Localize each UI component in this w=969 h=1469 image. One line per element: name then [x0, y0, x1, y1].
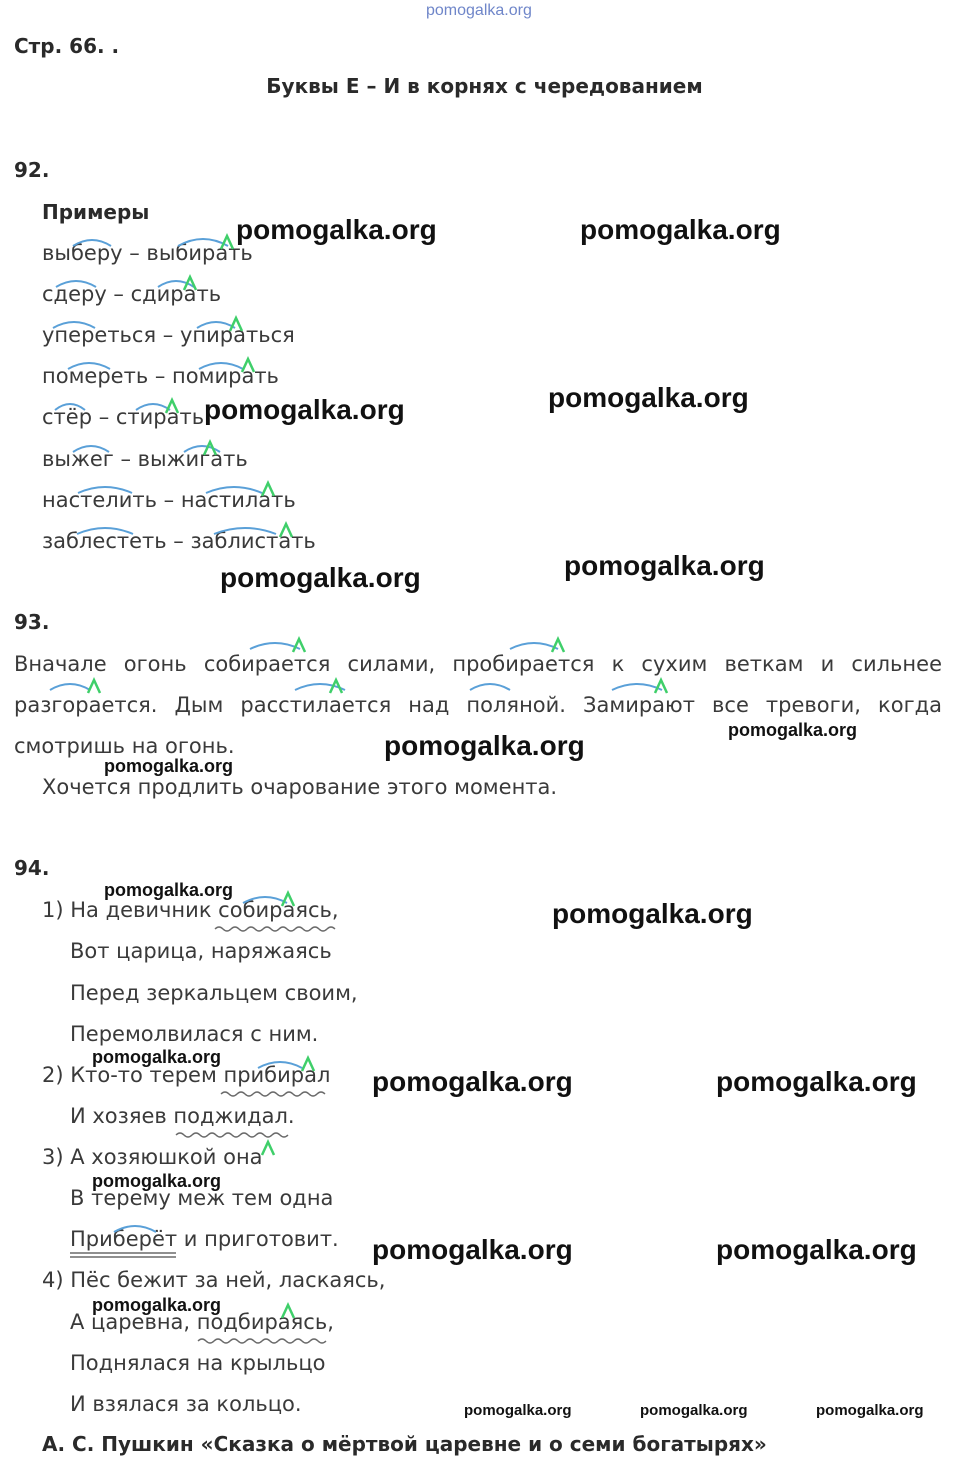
- poem-line: Перед зеркальцем своим,: [70, 981, 358, 1005]
- word-pair-line: стёр – стирать: [42, 405, 205, 429]
- watermark: pomogalka.org: [92, 1171, 222, 1191]
- watermark: pomogalka.org: [464, 1402, 572, 1419]
- exercise-93-number: 93.: [14, 610, 50, 634]
- watermark: pomogalka.org: [372, 1234, 573, 1265]
- word-pair-line: заблестеть – заблистать: [42, 529, 316, 553]
- watermark: pomogalka.org: [716, 1066, 917, 1097]
- poem-line: Перемолвилася с ним.: [70, 1022, 319, 1046]
- poem-line: 1) На девичник собираясь,: [42, 898, 339, 922]
- poem-line: 2) Кто-то терем прибирал: [42, 1063, 331, 1087]
- watermark: pomogalka.org: [204, 394, 405, 425]
- poem-line: 3) А хозяюшкой она: [42, 1145, 263, 1169]
- examples-heading: Примеры: [42, 200, 150, 224]
- top-watermark: pomogalka.org: [426, 2, 532, 19]
- watermark: pomogalka.org: [384, 730, 585, 761]
- watermark: pomogalka.org: [564, 550, 765, 581]
- watermark: pomogalka.org: [728, 720, 858, 740]
- word-pair-line: выберу – выбирать: [42, 241, 253, 265]
- poem-line: 4) Пёс бежит за ней, ласкаясь,: [42, 1268, 386, 1292]
- poem-line: Поднялася на крыльцо: [70, 1351, 326, 1375]
- exercise-94-number: 94.: [14, 856, 50, 880]
- watermark: pomogalka.org: [104, 880, 234, 900]
- watermark: pomogalka.org: [372, 1066, 573, 1097]
- word-pair-line: выжег – выжигать: [42, 447, 248, 471]
- word-pair-line: упереться – упираться: [42, 323, 295, 347]
- watermark: pomogalka.org: [716, 1234, 917, 1265]
- page-label: Стр. 66. .: [14, 34, 120, 58]
- poem-line: А царевна, подбираясь,: [70, 1310, 334, 1334]
- poem-line: И хозяев поджидал.: [70, 1104, 295, 1128]
- exercise-92-number: 92.: [14, 158, 50, 182]
- exercise-93-line: смотришь на огонь.: [14, 734, 235, 758]
- page-title: Буквы Е – И в корнях с чередованием: [266, 74, 703, 98]
- watermark: pomogalka.org: [92, 1047, 222, 1067]
- exercise-93-line: Вначале огонь собирается силами, пробирается к сухим веткам и сильнее: [14, 652, 942, 676]
- word-pair-line: сдеру – сдирать: [42, 282, 222, 306]
- watermark: pomogalka.org: [552, 898, 753, 929]
- poem-line: И взялася за кольцо.: [70, 1392, 302, 1416]
- watermark: pomogalka.org: [92, 1295, 222, 1315]
- poem-attribution: А. С. Пушкин «Сказка о мёртвой царевне и о семи богатырях»: [42, 1432, 767, 1456]
- word-pair-line: настелить – настилать: [42, 488, 296, 512]
- watermark: pomogalka.org: [220, 562, 421, 593]
- watermark: pomogalka.org: [640, 1402, 748, 1419]
- word-pair-line: помереть – помирать: [42, 364, 279, 388]
- watermark: pomogalka.org: [580, 214, 781, 245]
- watermark: pomogalka.org: [236, 214, 437, 245]
- watermark: pomogalka.org: [104, 756, 234, 776]
- poem-line: В терему меж тем одна: [70, 1186, 334, 1210]
- poem-line: Приберёт и приготовит.: [70, 1227, 339, 1251]
- watermark: pomogalka.org: [816, 1402, 924, 1419]
- exercise-93-line: разгорается. Дым расстилается над поляной. Замирают все тревоги, когда: [14, 693, 942, 717]
- watermark: pomogalka.org: [548, 382, 749, 413]
- poem-line: Вот царица, наряжаясь: [70, 939, 332, 963]
- exercise-93-line: Хочется продлить очарование этого момента.: [42, 775, 558, 799]
